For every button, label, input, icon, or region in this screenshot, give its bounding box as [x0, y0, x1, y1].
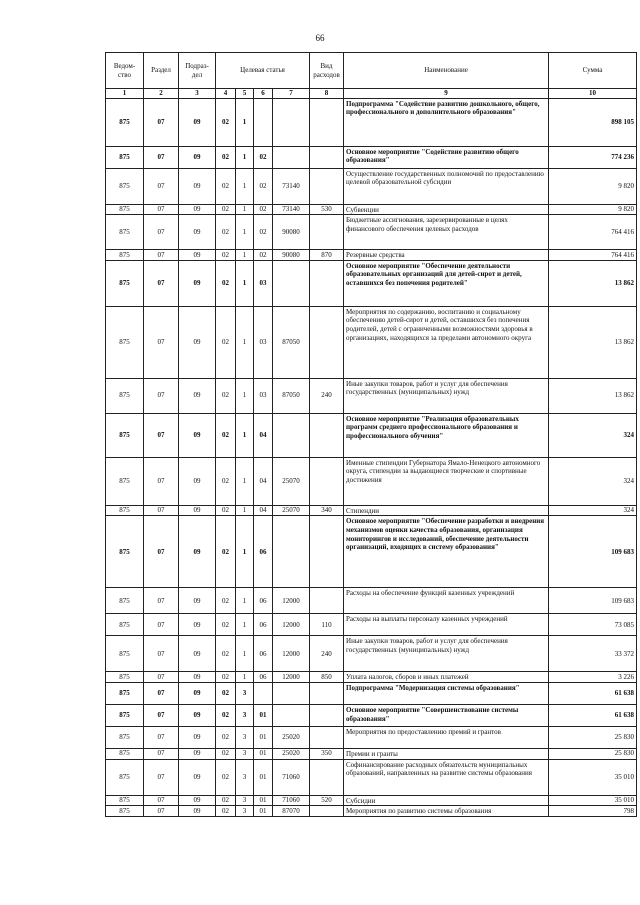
col-number: 10: [549, 89, 637, 99]
cell-razdel: 07: [144, 250, 179, 261]
cell-vedomstvo: 875: [106, 168, 144, 204]
cell-subprogram: 1: [236, 306, 254, 378]
cell-event: 02: [254, 168, 273, 204]
cell-razdel: 07: [144, 215, 179, 250]
cell-subprogram: 3: [236, 704, 254, 726]
cell-event: 06: [254, 516, 273, 588]
cell-vid-raskhodov: [310, 168, 344, 204]
cell-direction: [273, 413, 310, 457]
cell-direction: 87050: [273, 378, 310, 413]
cell-vedomstvo: 875: [106, 759, 144, 795]
table-row: [106, 806, 637, 817]
cell-razdel: 07: [144, 505, 179, 516]
cell-summa: 33 372: [549, 636, 637, 672]
cell-razdel: 07: [144, 682, 179, 704]
col-number: 3: [179, 89, 216, 99]
cell-summa: 898 105: [549, 98, 637, 146]
cell-podrazdel: 09: [179, 204, 216, 215]
cell-direction: 73140: [273, 168, 310, 204]
cell-razdel: 07: [144, 306, 179, 378]
cell-program: 02: [216, 204, 236, 215]
cell-summa: 35 010: [549, 795, 637, 806]
cell-razdel: 07: [144, 759, 179, 795]
cell-vedomstvo: 875: [106, 795, 144, 806]
cell-summa: 764 416: [549, 215, 637, 250]
cell-naimenovanie: Софинансирование расходных обязательств муниципальных образований, направленных на развитие системы образования: [344, 759, 549, 795]
cell-podrazdel: 09: [179, 516, 216, 588]
cell-subprogram: 1: [236, 260, 254, 306]
table-row: [106, 759, 637, 795]
cell-vedomstvo: 875: [106, 516, 144, 588]
cell-event: [254, 98, 273, 146]
cell-summa: 35 010: [549, 759, 637, 795]
cell-direction: 87050: [273, 306, 310, 378]
header-podrazdel: Подраз-дел: [179, 53, 216, 89]
table-row: [106, 682, 637, 704]
header-celevaya-statya: Целевая статья: [216, 53, 310, 89]
cell-subprogram: 1: [236, 672, 254, 683]
table-row: [106, 588, 637, 614]
cell-razdel: 07: [144, 588, 179, 614]
cell-vid-raskhodov: 240: [310, 636, 344, 672]
cell-vid-raskhodov: 520: [310, 795, 344, 806]
cell-summa: 13 862: [549, 260, 637, 306]
cell-razdel: 07: [144, 672, 179, 683]
cell-razdel: 07: [144, 168, 179, 204]
table-row: [106, 516, 637, 588]
cell-program: 02: [216, 748, 236, 759]
cell-program: 02: [216, 672, 236, 683]
cell-summa: 774 236: [549, 146, 637, 168]
header-razdel: Раздел: [144, 53, 179, 89]
cell-program: 02: [216, 516, 236, 588]
cell-vid-raskhodov: 340: [310, 505, 344, 516]
cell-subprogram: 3: [236, 726, 254, 748]
header-vid-raskhodov: Вид расходов: [310, 53, 344, 89]
cell-event: 01: [254, 726, 273, 748]
cell-subprogram: 1: [236, 204, 254, 215]
cell-vedomstvo: 875: [106, 378, 144, 413]
cell-subprogram: 1: [236, 378, 254, 413]
cell-naimenovanie: Стипендии: [344, 505, 549, 516]
cell-vedomstvo: 875: [106, 457, 144, 505]
header-naimenovanie: Наименование: [344, 53, 549, 89]
cell-direction: 25020: [273, 726, 310, 748]
cell-summa: 25 830: [549, 726, 637, 748]
cell-vedomstvo: 875: [106, 806, 144, 817]
cell-program: 02: [216, 98, 236, 146]
cell-summa: 324: [549, 505, 637, 516]
cell-event: 01: [254, 759, 273, 795]
cell-podrazdel: 09: [179, 704, 216, 726]
cell-direction: 12000: [273, 588, 310, 614]
cell-direction: 12000: [273, 636, 310, 672]
cell-razdel: 07: [144, 614, 179, 636]
cell-podrazdel: 09: [179, 806, 216, 817]
cell-naimenovanie: Уплата налогов, сборов и иных платежей: [344, 672, 549, 683]
cell-vedomstvo: 875: [106, 636, 144, 672]
cell-razdel: 07: [144, 795, 179, 806]
cell-direction: [273, 98, 310, 146]
cell-naimenovanie: Премии и гранты: [344, 748, 549, 759]
table-row: [106, 726, 637, 748]
table-row: [106, 636, 637, 672]
cell-direction: [273, 260, 310, 306]
cell-direction: [273, 682, 310, 704]
cell-summa: 3 226: [549, 672, 637, 683]
cell-naimenovanie: Мероприятия по развитию системы образования: [344, 806, 549, 817]
cell-subprogram: 1: [236, 614, 254, 636]
col-number: 1: [106, 89, 144, 99]
cell-event: 06: [254, 588, 273, 614]
cell-vid-raskhodov: [310, 306, 344, 378]
cell-naimenovanie: Расходы на выплаты персоналу казенных учреждений: [344, 614, 549, 636]
cell-subprogram: 3: [236, 748, 254, 759]
cell-naimenovanie: Основное мероприятие "Обеспечение разработки и внедрения механизмов оценки качества образования, организация мониторингов и исследований, обеспечение деятельности организаций, входящих в систему образования": [344, 516, 549, 588]
cell-vid-raskhodov: [310, 806, 344, 817]
cell-vid-raskhodov: [310, 215, 344, 250]
cell-direction: [273, 146, 310, 168]
cell-podrazdel: 09: [179, 260, 216, 306]
cell-podrazdel: 09: [179, 413, 216, 457]
cell-event: 01: [254, 704, 273, 726]
cell-vedomstvo: 875: [106, 588, 144, 614]
cell-program: 02: [216, 505, 236, 516]
cell-podrazdel: 09: [179, 306, 216, 378]
cell-razdel: 07: [144, 378, 179, 413]
cell-direction: 12000: [273, 672, 310, 683]
cell-vedomstvo: 875: [106, 204, 144, 215]
cell-program: 02: [216, 806, 236, 817]
cell-vid-raskhodov: [310, 588, 344, 614]
cell-vedomstvo: 875: [106, 215, 144, 250]
table-row: [106, 204, 637, 215]
table-row: [106, 260, 637, 306]
table-row: [106, 215, 637, 250]
cell-vid-raskhodov: [310, 98, 344, 146]
cell-direction: 71060: [273, 795, 310, 806]
cell-razdel: 07: [144, 260, 179, 306]
cell-vid-raskhodov: [310, 146, 344, 168]
cell-program: 02: [216, 636, 236, 672]
cell-razdel: 07: [144, 413, 179, 457]
cell-vid-raskhodov: [310, 682, 344, 704]
cell-direction: 25070: [273, 505, 310, 516]
table-row: [106, 98, 637, 146]
cell-podrazdel: 09: [179, 588, 216, 614]
cell-program: 02: [216, 306, 236, 378]
cell-naimenovanie: Мероприятия по предоставлению премий и грантов: [344, 726, 549, 748]
col-number: 7: [273, 89, 310, 99]
column-number-row: [106, 89, 637, 99]
cell-program: 02: [216, 215, 236, 250]
cell-summa: 25 830: [549, 748, 637, 759]
cell-program: 02: [216, 378, 236, 413]
cell-vid-raskhodov: [310, 260, 344, 306]
table-row: [106, 457, 637, 505]
cell-vid-raskhodov: [310, 759, 344, 795]
cell-naimenovanie: Основное мероприятие "Обеспечение деятельности образовательных организаций для детей-сирот и детей, оставшихся без попечения родителей": [344, 260, 549, 306]
cell-razdel: 07: [144, 726, 179, 748]
cell-vid-raskhodov: [310, 413, 344, 457]
cell-naimenovanie: Субвенции: [344, 204, 549, 215]
cell-subprogram: 1: [236, 457, 254, 505]
cell-naimenovanie: Мероприятия по содержанию, воспитанию и социальному обеспечению детей-сирот и детей, оставшихся без попечения родителей, детей с ограниченными возможностями здоровья в организациях, находящихся за пределами автономного округа: [344, 306, 549, 378]
cell-podrazdel: 09: [179, 795, 216, 806]
cell-subprogram: 1: [236, 516, 254, 588]
col-number: 6: [254, 89, 273, 99]
cell-summa: 9 820: [549, 204, 637, 215]
cell-naimenovanie: Основное мероприятие "Реализация образовательных программ среднего профессионального образования и профессионального обучения": [344, 413, 549, 457]
cell-razdel: 07: [144, 704, 179, 726]
cell-event: 03: [254, 306, 273, 378]
table-body: [106, 98, 637, 816]
cell-subprogram: 1: [236, 250, 254, 261]
table-row: [106, 748, 637, 759]
cell-vedomstvo: 875: [106, 704, 144, 726]
cell-podrazdel: 09: [179, 636, 216, 672]
cell-direction: 73140: [273, 204, 310, 215]
cell-direction: 12000: [273, 614, 310, 636]
cell-program: 02: [216, 168, 236, 204]
cell-vedomstvo: 875: [106, 306, 144, 378]
cell-vedomstvo: 875: [106, 682, 144, 704]
cell-subprogram: 1: [236, 215, 254, 250]
cell-summa: 798: [549, 806, 637, 817]
cell-direction: 87070: [273, 806, 310, 817]
cell-vid-raskhodov: 870: [310, 250, 344, 261]
cell-event: 04: [254, 505, 273, 516]
cell-vedomstvo: 875: [106, 98, 144, 146]
cell-summa: 109 683: [549, 588, 637, 614]
cell-event: 01: [254, 806, 273, 817]
cell-naimenovanie: Осуществление государственных полномочий по предоставлению целевой образовательной субсидии: [344, 168, 549, 204]
cell-vid-raskhodov: [310, 457, 344, 505]
cell-program: 02: [216, 260, 236, 306]
cell-direction: [273, 516, 310, 588]
cell-vedomstvo: 875: [106, 672, 144, 683]
cell-razdel: 07: [144, 98, 179, 146]
cell-vedomstvo: 875: [106, 250, 144, 261]
cell-summa: 324: [549, 457, 637, 505]
table-row: [106, 614, 637, 636]
cell-event: [254, 682, 273, 704]
header-summa: Сумма: [549, 53, 637, 89]
col-number: 2: [144, 89, 179, 99]
cell-podrazdel: 09: [179, 250, 216, 261]
table-row: [106, 704, 637, 726]
cell-naimenovanie: Иные закупки товаров, работ и услуг для обеспечения государственных (муниципальных) нужд: [344, 378, 549, 413]
col-number: 8: [310, 89, 344, 99]
cell-podrazdel: 09: [179, 672, 216, 683]
cell-vid-raskhodov: [310, 726, 344, 748]
cell-direction: [273, 704, 310, 726]
cell-podrazdel: 09: [179, 759, 216, 795]
table-row: [106, 795, 637, 806]
cell-podrazdel: 09: [179, 748, 216, 759]
cell-podrazdel: 09: [179, 168, 216, 204]
cell-program: 02: [216, 413, 236, 457]
cell-vedomstvo: 875: [106, 748, 144, 759]
cell-vedomstvo: 875: [106, 505, 144, 516]
cell-program: 02: [216, 759, 236, 795]
cell-naimenovanie: Расходы на обеспечение функций казенных учреждений: [344, 588, 549, 614]
cell-event: 06: [254, 636, 273, 672]
table-row: [106, 250, 637, 261]
cell-naimenovanie: Иные закупки товаров, работ и услуг для обеспечения государственных (муниципальных) нужд: [344, 636, 549, 672]
cell-vid-raskhodov: [310, 704, 344, 726]
cell-vedomstvo: 875: [106, 146, 144, 168]
cell-vid-raskhodov: 850: [310, 672, 344, 683]
cell-razdel: 07: [144, 457, 179, 505]
cell-naimenovanie: Именные стипендии Губернатора Ямало-Ненецкого автономного округа, стипендии за выдающиеся творческие и спортивные достижения: [344, 457, 549, 505]
cell-podrazdel: 09: [179, 146, 216, 168]
cell-podrazdel: 09: [179, 98, 216, 146]
cell-podrazdel: 09: [179, 457, 216, 505]
cell-direction: 71060: [273, 759, 310, 795]
cell-event: 02: [254, 204, 273, 215]
cell-event: 01: [254, 748, 273, 759]
cell-subprogram: 1: [236, 98, 254, 146]
cell-program: 02: [216, 588, 236, 614]
cell-naimenovanie: Подпрограмма "Содействие развитию дошкольного, общего, профессионального и дополнительного образования": [344, 98, 549, 146]
cell-event: 06: [254, 614, 273, 636]
cell-event: 06: [254, 672, 273, 683]
cell-razdel: 07: [144, 146, 179, 168]
cell-naimenovanie: Основное мероприятие "Совершенствование системы образования": [344, 704, 549, 726]
cell-event: 04: [254, 413, 273, 457]
cell-podrazdel: 09: [179, 505, 216, 516]
col-number: 9: [344, 89, 549, 99]
table-row: [106, 168, 637, 204]
cell-vedomstvo: 875: [106, 260, 144, 306]
cell-vedomstvo: 875: [106, 413, 144, 457]
cell-subprogram: 3: [236, 759, 254, 795]
cell-summa: 13 862: [549, 378, 637, 413]
cell-subprogram: 3: [236, 806, 254, 817]
cell-razdel: 07: [144, 516, 179, 588]
cell-summa: 61 638: [549, 682, 637, 704]
cell-podrazdel: 09: [179, 614, 216, 636]
cell-naimenovanie: Субсидии: [344, 795, 549, 806]
cell-naimenovanie: Резервные средства: [344, 250, 549, 261]
cell-subprogram: 1: [236, 413, 254, 457]
cell-subprogram: 3: [236, 795, 254, 806]
cell-naimenovanie: Бюджетные ассигнования, зарезервированные в целях финансового обеспечения целевых расходов: [344, 215, 549, 250]
cell-naimenovanie: Основное мероприятие "Содействие развитию общего образования": [344, 146, 549, 168]
table-row: [106, 672, 637, 683]
cell-vid-raskhodov: 350: [310, 748, 344, 759]
cell-direction: 90080: [273, 250, 310, 261]
cell-program: 02: [216, 704, 236, 726]
cell-summa: 109 683: [549, 516, 637, 588]
cell-subprogram: 3: [236, 682, 254, 704]
header-ved: Ведом-ство: [106, 53, 144, 89]
cell-event: 02: [254, 250, 273, 261]
budget-table: [105, 52, 637, 817]
cell-program: 02: [216, 682, 236, 704]
cell-event: 02: [254, 215, 273, 250]
table-row: [106, 505, 637, 516]
cell-program: 02: [216, 795, 236, 806]
table-row: [106, 146, 637, 168]
cell-summa: 13 862: [549, 306, 637, 378]
cell-podrazdel: 09: [179, 215, 216, 250]
cell-subprogram: 1: [236, 146, 254, 168]
cell-event: 02: [254, 146, 273, 168]
cell-subprogram: 1: [236, 168, 254, 204]
cell-direction: 90080: [273, 215, 310, 250]
cell-event: 03: [254, 260, 273, 306]
cell-program: 02: [216, 250, 236, 261]
cell-podrazdel: 09: [179, 378, 216, 413]
cell-vid-raskhodov: 110: [310, 614, 344, 636]
col-number: 5: [236, 89, 254, 99]
cell-summa: 9 820: [549, 168, 637, 204]
cell-program: 02: [216, 726, 236, 748]
cell-direction: 25070: [273, 457, 310, 505]
cell-razdel: 07: [144, 204, 179, 215]
cell-subprogram: 1: [236, 636, 254, 672]
cell-razdel: 07: [144, 748, 179, 759]
header-row: [106, 53, 637, 89]
cell-direction: 25020: [273, 748, 310, 759]
cell-subprogram: 1: [236, 588, 254, 614]
cell-event: 03: [254, 378, 273, 413]
table-row: [106, 378, 637, 413]
cell-podrazdel: 09: [179, 726, 216, 748]
cell-vid-raskhodov: 530: [310, 204, 344, 215]
cell-program: 02: [216, 457, 236, 505]
cell-podrazdel: 09: [179, 682, 216, 704]
table-row: [106, 413, 637, 457]
cell-razdel: 07: [144, 806, 179, 817]
cell-event: 01: [254, 795, 273, 806]
cell-vedomstvo: 875: [106, 726, 144, 748]
cell-program: 02: [216, 614, 236, 636]
cell-summa: 324: [549, 413, 637, 457]
cell-vid-raskhodov: [310, 516, 344, 588]
cell-naimenovanie: Подпрограмма "Модернизация системы образования": [344, 682, 549, 704]
cell-vid-raskhodov: 240: [310, 378, 344, 413]
cell-summa: 61 638: [549, 704, 637, 726]
cell-summa: 764 416: [549, 250, 637, 261]
page-number: 66: [315, 33, 325, 43]
cell-program: 02: [216, 146, 236, 168]
cell-summa: 73 085: [549, 614, 637, 636]
cell-razdel: 07: [144, 636, 179, 672]
table-row: [106, 306, 637, 378]
cell-vedomstvo: 875: [106, 614, 144, 636]
cell-event: 04: [254, 457, 273, 505]
cell-subprogram: 1: [236, 505, 254, 516]
col-number: 4: [216, 89, 236, 99]
